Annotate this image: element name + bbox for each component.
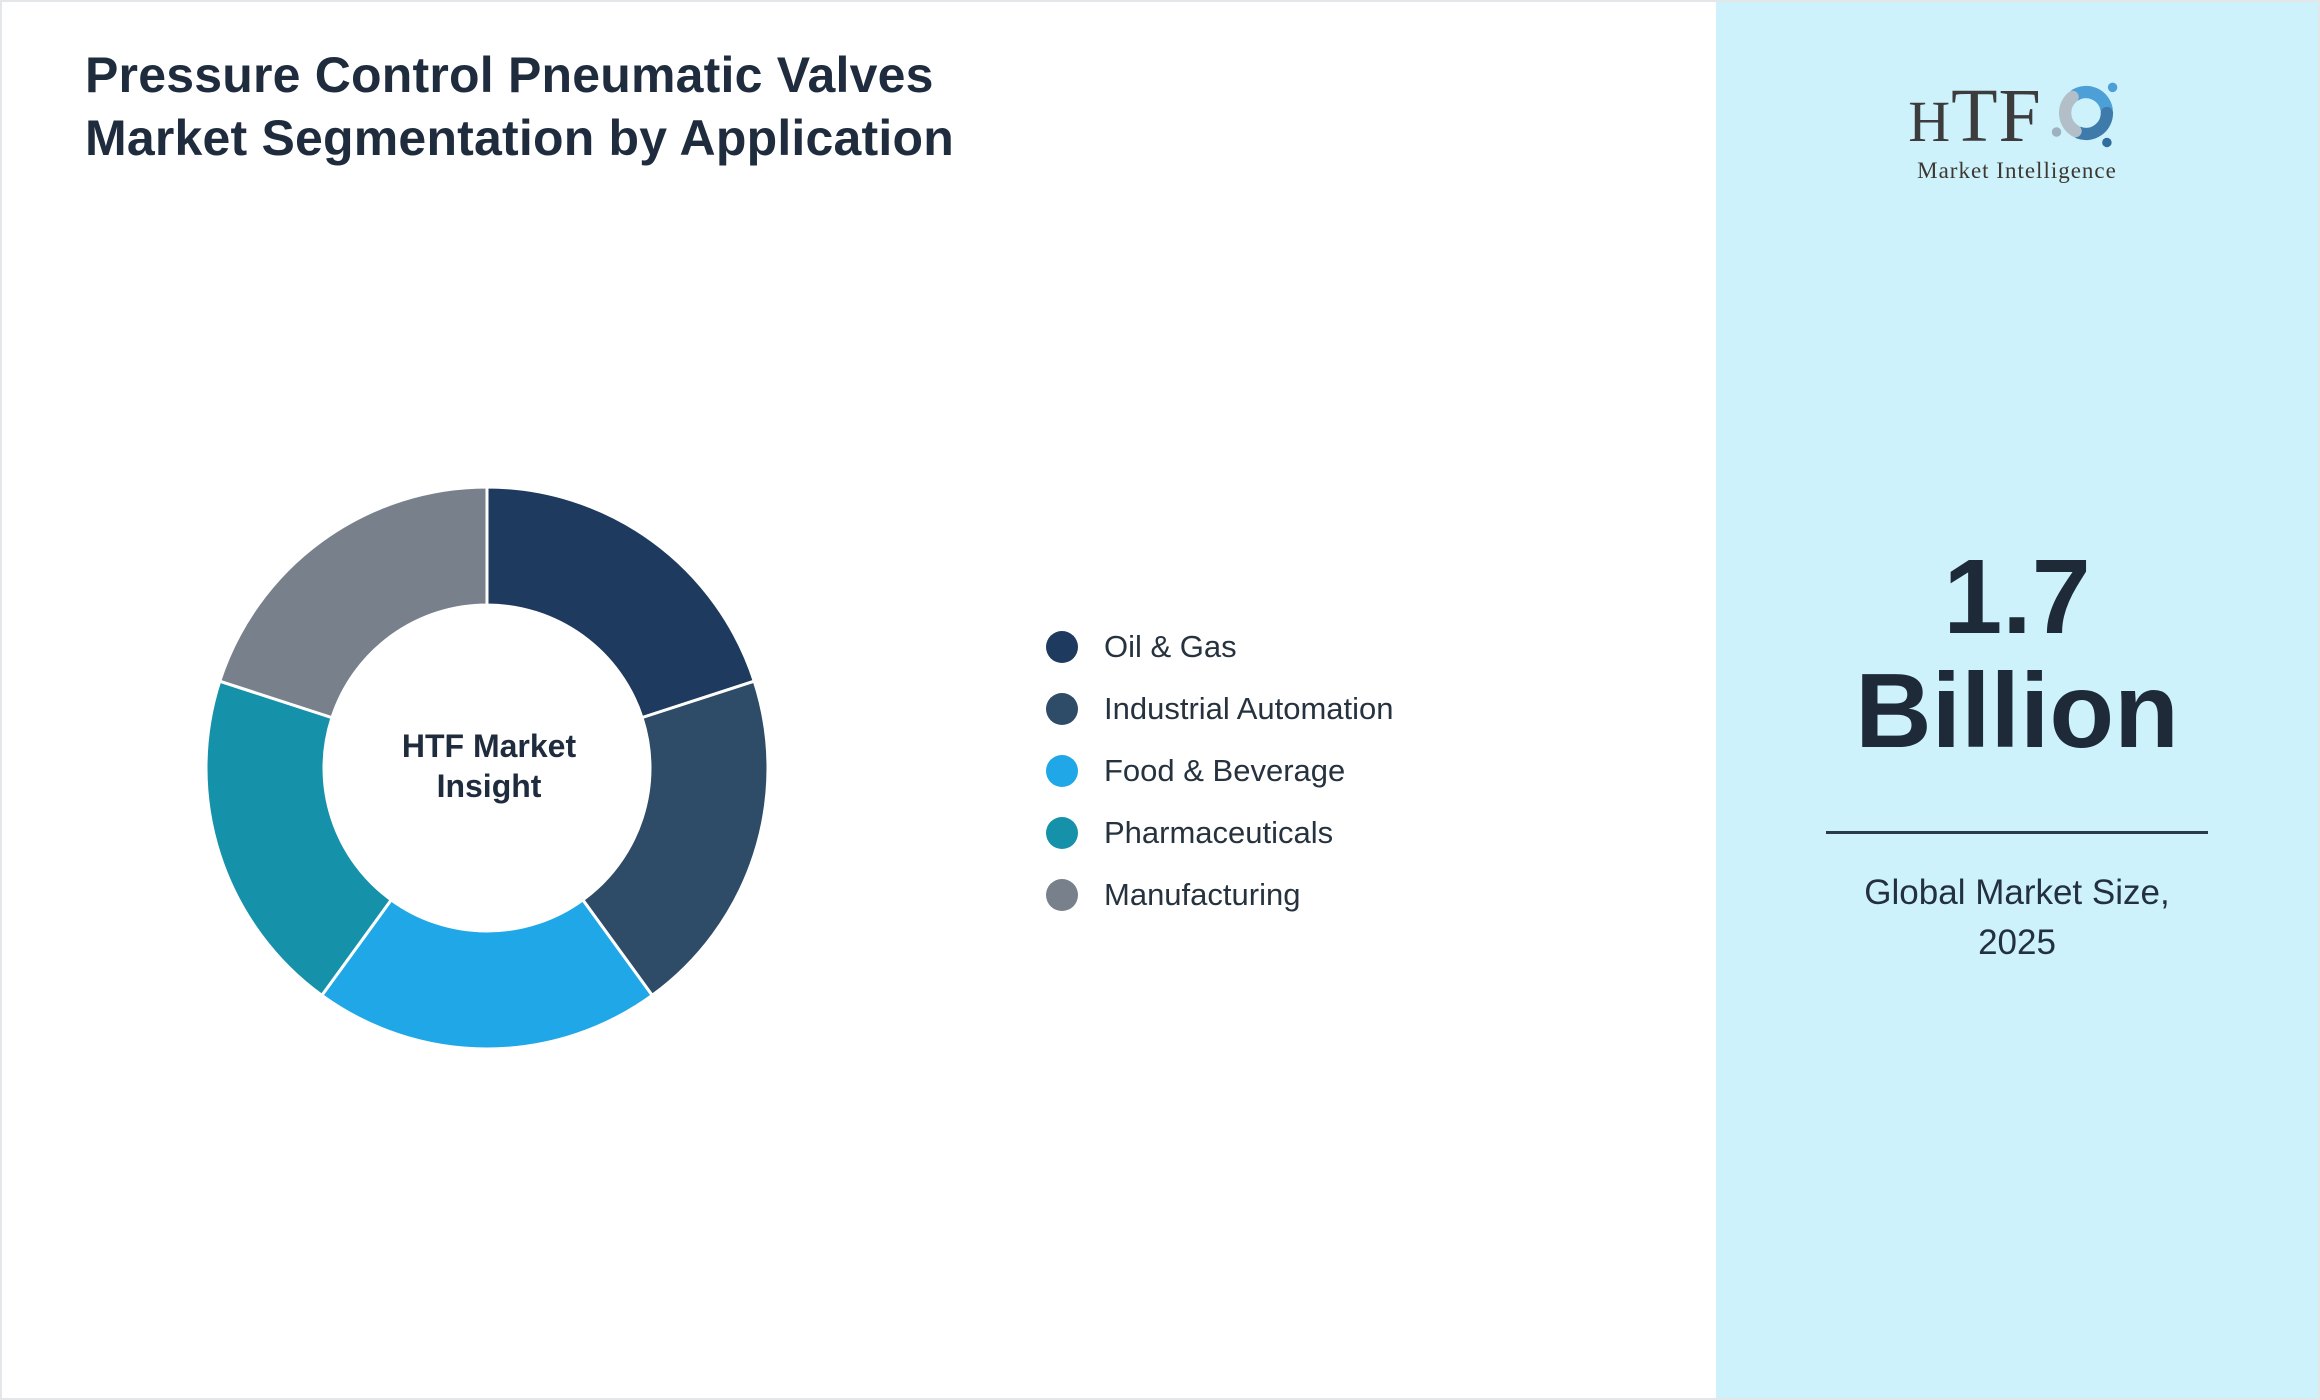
divider-line	[1826, 831, 2208, 834]
legend-swatch-icon	[1046, 693, 1078, 725]
market-size-caption	[1716, 868, 2318, 968]
chart-area	[2, 2, 1716, 1398]
htf-logo	[1716, 74, 2318, 184]
market-size-value: 1.7	[1943, 538, 2091, 656]
legend-item	[1046, 678, 1394, 740]
donut-segment-manufacturing	[220, 487, 487, 718]
logo-row	[1908, 74, 2126, 158]
caption-line-2: 2025	[1978, 923, 2056, 962]
legend-item	[1046, 864, 1394, 926]
legend-swatch-icon	[1046, 879, 1078, 911]
legend-swatch-icon	[1046, 631, 1078, 663]
donut-segment-oil-gas	[487, 487, 754, 718]
logo-subtext: Market Intelligence	[1917, 158, 2117, 183]
legend-label: Manufacturing	[1104, 877, 1301, 912]
chart-legend	[1046, 616, 1394, 926]
sidebar	[1716, 2, 2318, 1398]
legend-label: Oil & Gas	[1104, 629, 1237, 664]
legend-label: Industrial Automation	[1104, 691, 1394, 726]
logo-text	[1908, 74, 2042, 158]
caption-line-1: Global Market Size,	[1864, 873, 2170, 912]
market-size-unit: Billion	[1855, 652, 2179, 770]
legend-label: Pharmaceuticals	[1104, 815, 1334, 850]
logo-letter-h: H	[1908, 89, 1952, 154]
legend-swatch-icon	[1046, 755, 1078, 787]
legend-swatch-icon	[1046, 817, 1078, 849]
legend-item	[1046, 802, 1394, 864]
legend-item	[1046, 740, 1394, 802]
dolphin-swirl-icon	[2046, 75, 2126, 151]
market-size-block	[1716, 540, 2318, 968]
page-title: Pressure Control Pneumatic Valves Market Segmentation by Application	[85, 47, 954, 166]
legend-item	[1046, 616, 1394, 678]
legend-label: Food & Beverage	[1104, 753, 1346, 788]
logo-letters-tf: TF	[1951, 74, 2042, 158]
donut-center-label: HTF Market Insight	[401, 728, 577, 804]
